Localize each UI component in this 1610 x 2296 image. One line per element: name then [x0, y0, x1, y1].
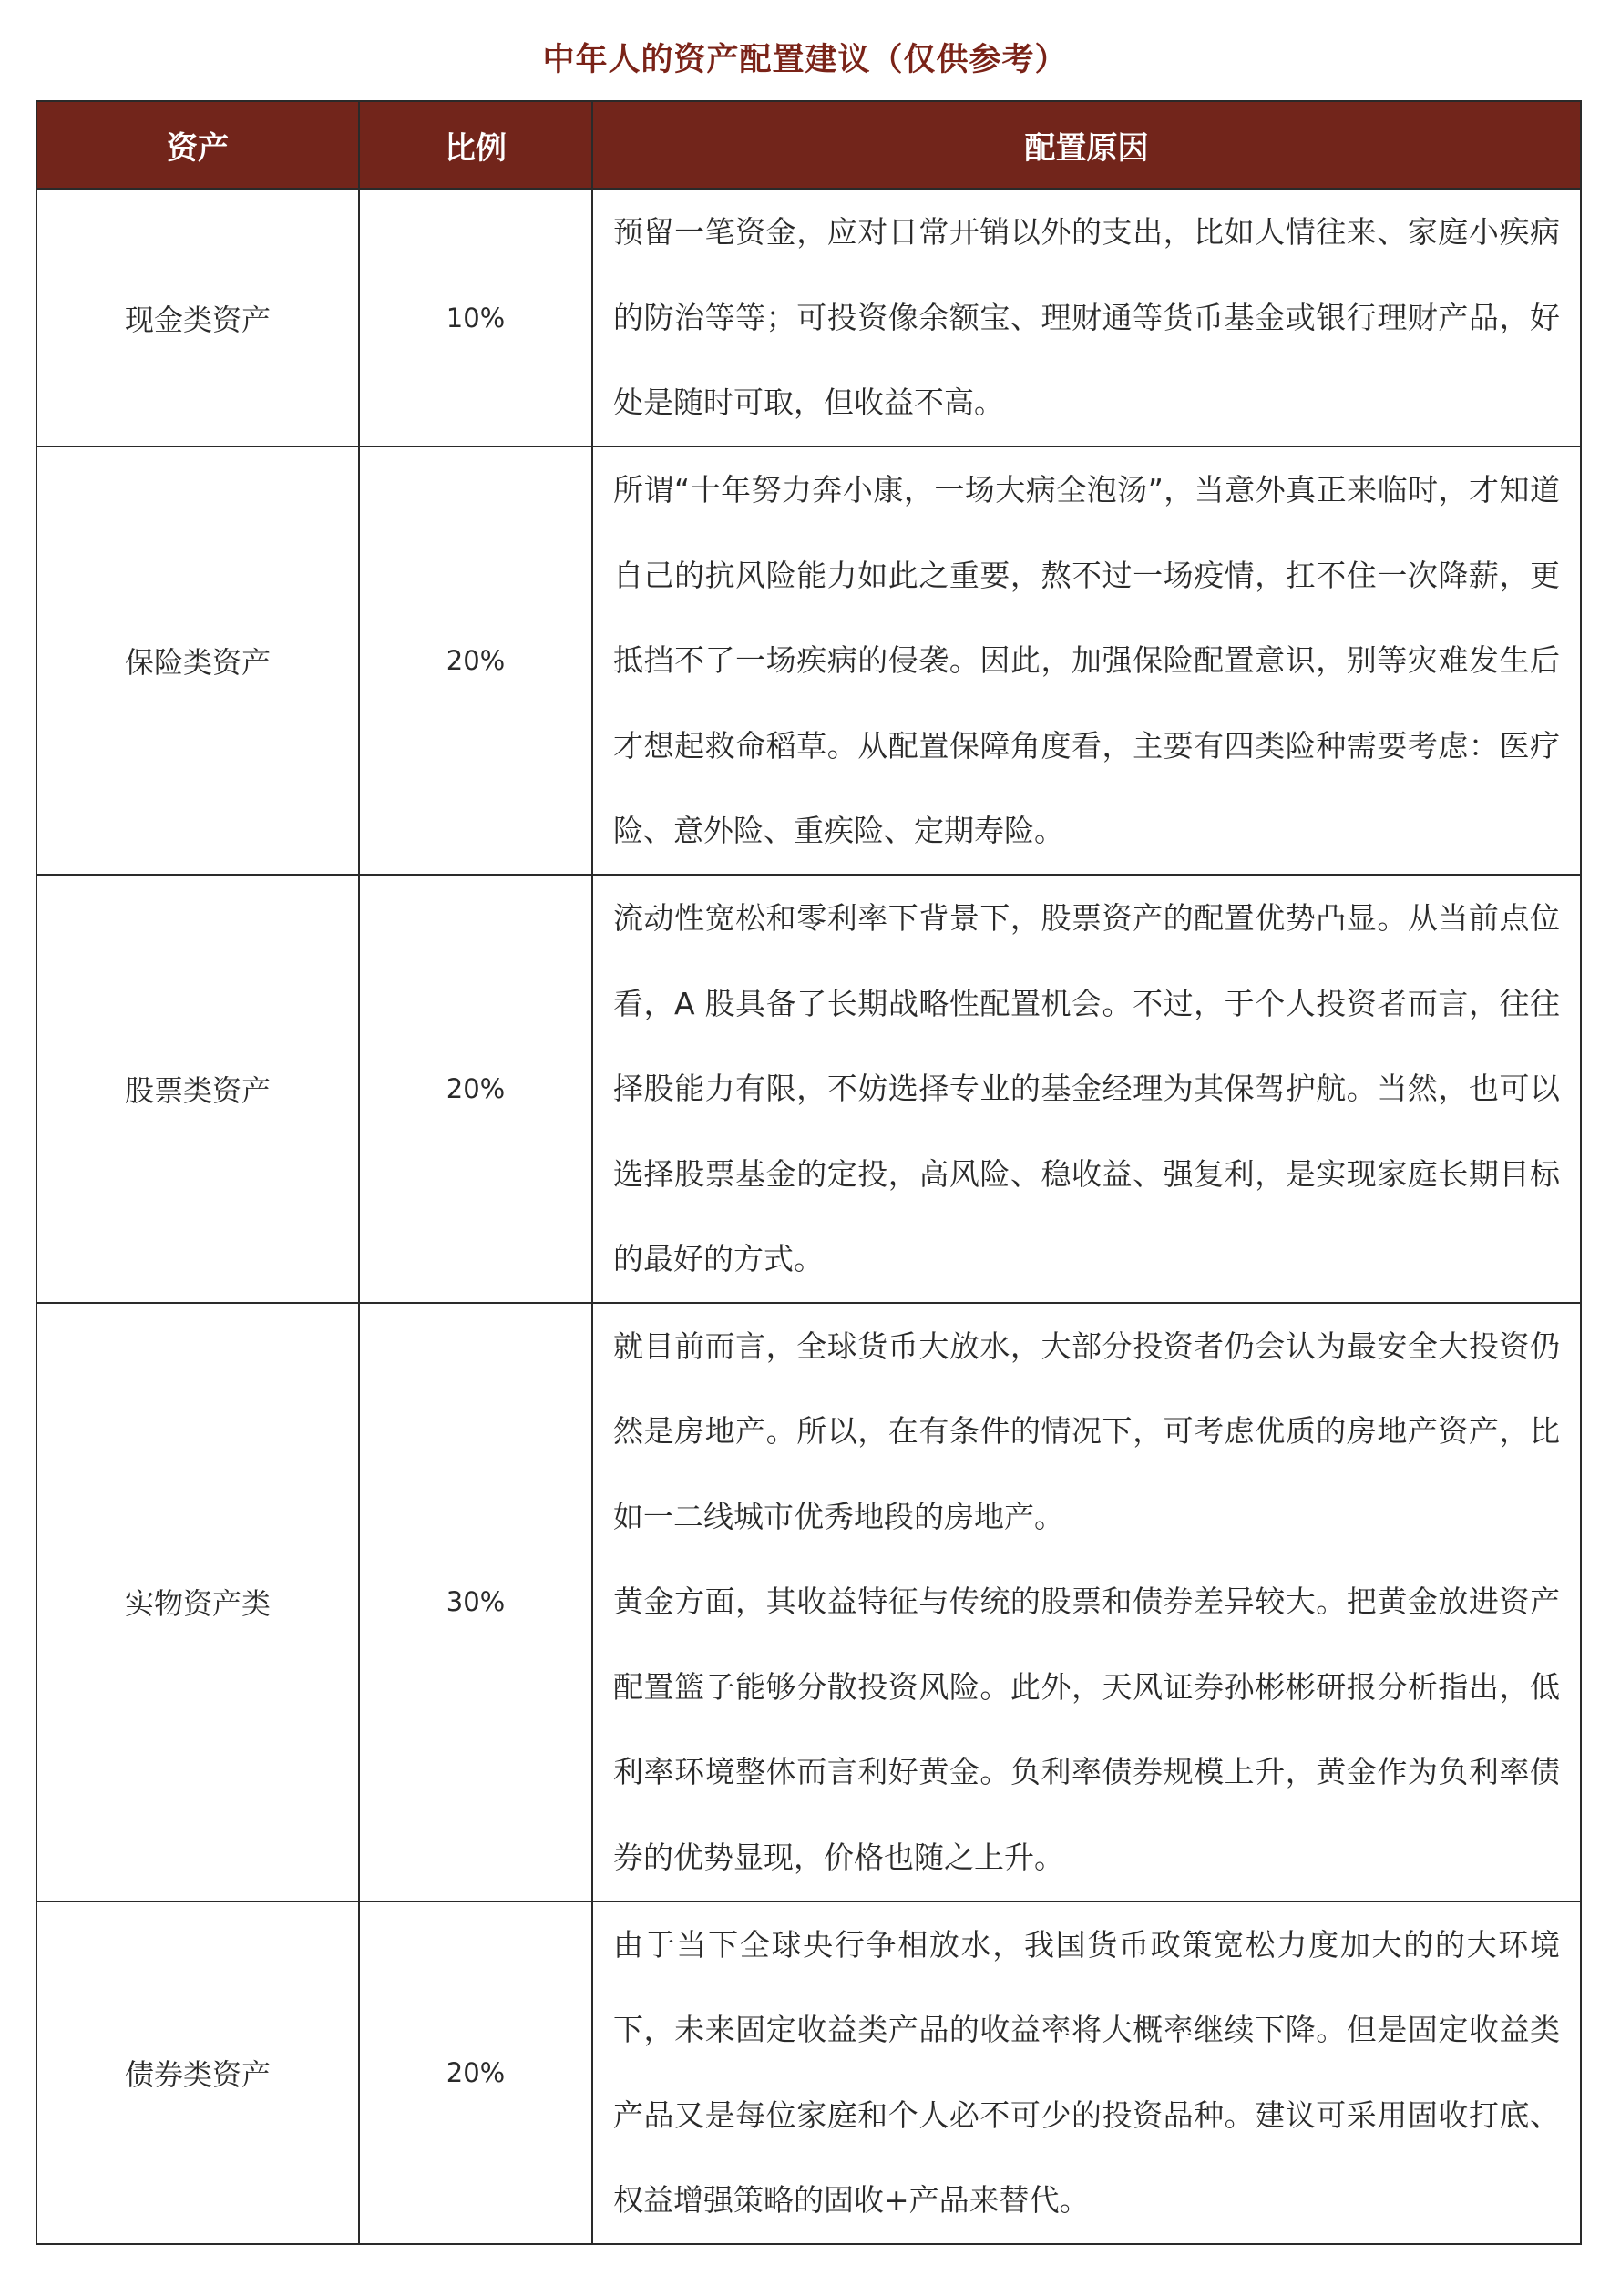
reason-text: 所谓“十年努力奔小康，一场大病全泡汤”，当意外真正来临时，才知道自己的抗风险能力如此之重要，熬不过一场疫情，扛不住一次降薪，更抵挡不了一场疾病的侵袭。因此，加强保险配置意识，别等灾难发生后才想起救命稻草。从配置保障角度看，主要有四类险种需要考虑：医疗险、意外险、重疾险、定期寿险。 [613, 472, 1560, 849]
asset-cell: 现金类资产 [36, 189, 359, 446]
reason-cell [592, 446, 1581, 875]
header-ratio: 比例 [359, 101, 592, 189]
table-row [36, 875, 1581, 1303]
reason-cell [592, 189, 1581, 446]
asset-cell: 债券类资产 [36, 1901, 359, 2244]
ratio-cell: 20% [359, 875, 592, 1303]
reason-text: 黄金方面，其收益特征与传统的股票和债券差异较大。把黄金放进资产配置篮子能够分散投资风险。此外，天风证券孙彬彬研报分析指出，低利率环境整体而言利好黄金。负利率债券规模上升，黄金作为负利率债券的优势显现，价格也随之上升。 [613, 1584, 1560, 1875]
reason-text: 由于当下全球央行争相放水，我国货币政策宽松力度加大的的大环境下，未来固定收益类产品的收益率将大概率继续下降。但是固定收益类产品又是每位家庭和个人必不可少的投资品种。建议可采用固收打底、权益增强策略的固收+产品来替代。 [613, 1926, 1560, 2218]
page-title: 中年人的资产配置建议（仅供参考） [542, 42, 1068, 78]
ratio-cell: 10% [359, 189, 592, 446]
table-row [36, 1901, 1581, 2244]
table-row [36, 446, 1581, 875]
asset-allocation-table [36, 100, 1582, 2245]
table-row [36, 189, 1581, 446]
table-row [36, 1303, 1581, 1901]
ratio-cell: 20% [359, 1901, 592, 2244]
reason-text: 预留一笔资金，应对日常开销以外的支出，比如人情往来、家庭小疾病的防治等等；可投资像余额宝、理财通等货币基金或银行理财产品，好处是随时可取，但收益不高。 [613, 214, 1560, 421]
reason-cell [592, 1901, 1581, 2244]
ratio-cell: 30% [359, 1303, 592, 1901]
asset-cell: 实物资产类 [36, 1303, 359, 1901]
asset-cell: 股票类资产 [36, 875, 359, 1303]
table-header-row [36, 101, 1581, 189]
ratio-cell: 20% [359, 446, 592, 875]
reason-cell [592, 875, 1581, 1303]
header-asset: 资产 [36, 101, 359, 189]
reason-text: 流动性宽松和零利率下背景下，股票资产的配置优势凸显。从当前点位看，A 股具备了长期战略性配置机会。不过，于个人投资者而言，往往择股能力有限，不妨选择专业的基金经理为其保驾护航。当然，也可以选择股票基金的定投，高风险、稳收益、强复利，是实现家庭长期目标的最好的方式。 [613, 900, 1560, 1276]
reason-text: 就目前而言，全球货币大放水，大部分投资者仍会认为最安全大投资仍然是房地产。所以，在有条件的情况下，可考虑优质的房地产资产，比如一二线城市优秀地段的房地产。 [613, 1327, 1560, 1534]
header-reason: 配置原因 [592, 101, 1581, 189]
asset-cell: 保险类资产 [36, 446, 359, 875]
reason-cell [592, 1303, 1581, 1901]
